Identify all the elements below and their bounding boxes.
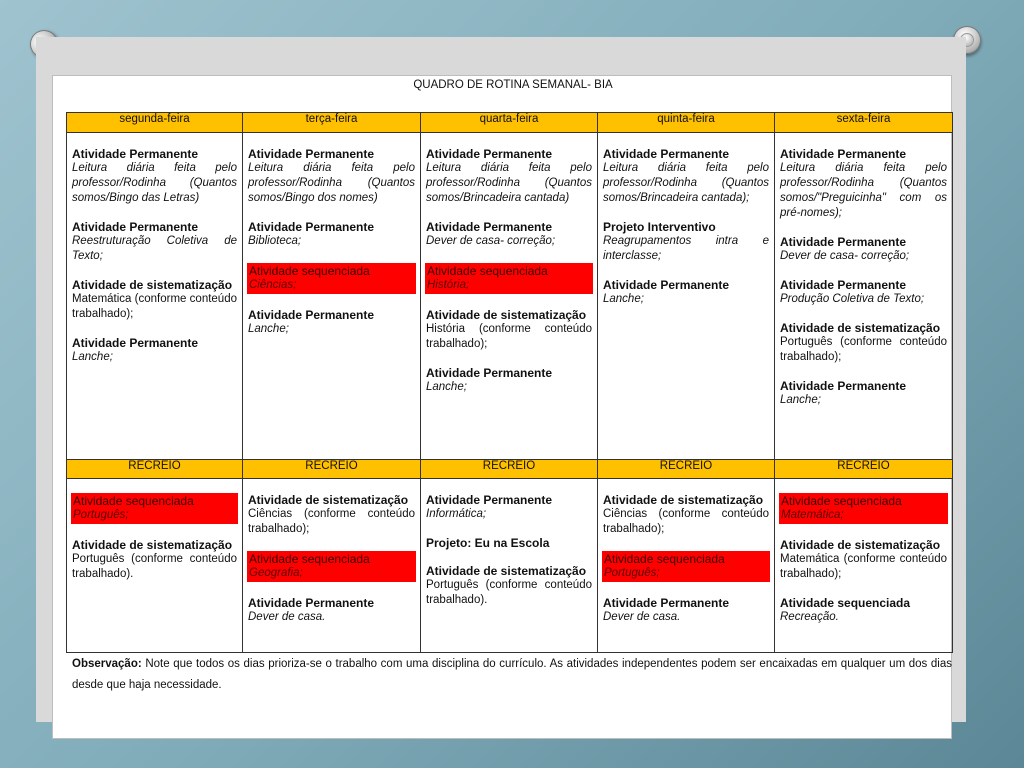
activity-heading: Atividade Permanente [248, 596, 375, 610]
activity-heading: Atividade de sistematização [603, 493, 764, 507]
activity-block [603, 596, 769, 625]
morning-cell [67, 133, 243, 460]
activity-description: Matemática; [781, 509, 844, 521]
activity-heading: Atividade sequenciada [73, 494, 194, 508]
activity-block [603, 278, 769, 307]
activity-description: Dever de casa. [248, 611, 326, 623]
activity-heading: Atividade sequenciada [604, 552, 725, 566]
activity-description: Lanche; [426, 381, 467, 393]
highlighted-activity [247, 551, 416, 582]
day-header: segunda-feira [67, 113, 243, 133]
break-cell: RECREIO [243, 460, 421, 479]
activity-description: Leitura diária feita pelo professor/Rodinha (Quantos somos/Brincadeira cantada) [426, 162, 592, 204]
activity-heading: Atividade Permanente [603, 278, 730, 292]
morning-cell [243, 133, 421, 460]
activity-heading: Atividade Permanente [603, 596, 730, 610]
activity-description: Português (conforme conteúdo trabalhado). [72, 553, 237, 580]
activity-description: Lanche; [72, 351, 113, 363]
weekly-routine-table [66, 112, 953, 653]
activity-heading: Atividade Permanente [426, 220, 553, 234]
afternoon-cell [243, 479, 421, 653]
activity-block [72, 538, 237, 582]
morning-cell [421, 133, 598, 460]
highlighted-activity [425, 263, 593, 294]
break-cell: RECREIO [421, 460, 598, 479]
morning-cell [775, 133, 953, 460]
afternoon-row [67, 479, 953, 653]
activity-heading: Atividade sequenciada [427, 264, 548, 278]
activity-heading: Atividade Permanente [780, 278, 907, 292]
document-title: QUADRO DE ROTINA SEMANAL- BIA [413, 79, 613, 91]
activity-heading: Atividade de sistematização [72, 278, 233, 292]
afternoon-cell [67, 479, 243, 653]
activity-description: Ciências (conforme conteúdo trabalhado); [603, 508, 769, 535]
afternoon-cell [421, 479, 598, 653]
activity-description: Dever de casa- correção; [780, 250, 910, 262]
activity-description: Leitura diária feita pelo professor/Rodinha (Quantos somos/Bingo das Letras) [72, 162, 237, 204]
activity-block [780, 235, 947, 264]
activity-heading: Atividade Permanente [426, 366, 553, 380]
activity-block [248, 147, 415, 206]
activity-heading: Atividade Permanente [72, 220, 199, 234]
activity-block [426, 493, 592, 522]
activity-description: Informática; [426, 508, 487, 520]
activity-description: Recreação. [780, 611, 839, 623]
activity-heading: Atividade Permanente [780, 147, 907, 161]
activity-heading: Atividade Permanente [780, 235, 907, 249]
activity-heading: Atividade Permanente [72, 336, 199, 350]
day-header: quarta-feira [421, 113, 598, 133]
highlighted-activity [602, 551, 770, 582]
activity-heading: Atividade de sistematização [780, 321, 941, 335]
break-cell: RECREIO [775, 460, 953, 479]
activity-description: Matemática (conforme conteúdo trabalhado); [780, 553, 947, 580]
observation-note [72, 654, 952, 696]
activity-heading: Atividade de sistematização [780, 538, 941, 552]
activity-description: Dever de casa. [603, 611, 681, 623]
activity-description: Lanche; [248, 323, 289, 335]
activity-description: Dever de casa- correção; [426, 235, 556, 247]
activity-heading: Atividade de sistematização [72, 538, 233, 552]
activity-block [780, 147, 947, 221]
activity-heading: Projeto Interventivo [603, 220, 716, 234]
break-cell: RECREIO [598, 460, 775, 479]
activity-heading: Atividade Permanente [248, 220, 375, 234]
activity-block [780, 379, 947, 408]
activity-description: História (conforme conteúdo trabalhado); [426, 323, 592, 350]
activity-heading: Projeto: Eu na Escola [426, 536, 550, 550]
activity-description: Português; [73, 509, 129, 521]
activity-heading: Atividade sequenciada [249, 264, 370, 278]
activity-description: Produção Coletiva de Texto; [780, 293, 925, 305]
activity-description: Leitura diária feita pelo professor/Rodinha (Quantos somos/Brincadeira cantada); [603, 162, 769, 204]
activity-heading: Atividade Permanente [248, 147, 375, 161]
activity-block [426, 220, 592, 249]
day-header: quinta-feira [598, 113, 775, 133]
activity-block [72, 220, 237, 264]
activity-block [426, 147, 592, 206]
activity-block [426, 564, 592, 608]
activity-block [72, 278, 237, 322]
activity-description: Lanche; [603, 293, 644, 305]
activity-block [780, 278, 947, 307]
activity-description: Reagrupamentos intra e interclasse; [603, 235, 769, 262]
activity-block [603, 220, 769, 264]
activity-block [780, 321, 947, 365]
activity-heading: Atividade Permanente [248, 308, 375, 322]
activity-description: Português (conforme conteúdo trabalhado); [780, 336, 947, 363]
activity-heading: Atividade Permanente [72, 147, 199, 161]
activity-description: Português; [604, 567, 660, 579]
activity-block [603, 493, 769, 537]
activity-heading: Atividade de sistematização [426, 564, 587, 578]
activity-description: História; [427, 279, 470, 291]
days-header-row [67, 113, 953, 133]
highlighted-activity [247, 263, 416, 294]
activity-description: Leitura diária feita pelo professor/Rodinha (Quantos somos/Bingo dos nomes) [248, 162, 415, 204]
highlighted-activity [71, 493, 238, 524]
activity-description: Reestruturação Coletiva de Texto; [72, 235, 237, 262]
activity-description: Português (conforme conteúdo trabalhado). [426, 579, 592, 606]
afternoon-cell [598, 479, 775, 653]
activity-heading: Atividade Permanente [603, 147, 730, 161]
activity-block [426, 536, 592, 550]
activity-description: Ciências; [249, 279, 297, 291]
activity-heading: Atividade de sistematização [426, 308, 587, 322]
morning-cell [598, 133, 775, 460]
day-header: sexta-feira [775, 113, 953, 133]
activity-block [248, 308, 415, 337]
activity-description: Ciências (conforme conteúdo trabalhado); [248, 508, 415, 535]
activity-description: Geografia; [249, 567, 303, 579]
activity-block [780, 596, 947, 625]
activity-heading: Atividade sequenciada [781, 494, 902, 508]
activity-heading: Atividade sequenciada [249, 552, 370, 566]
activity-heading: Atividade de sistematização [248, 493, 409, 507]
break-row [67, 460, 953, 479]
activity-description: Leitura diária feita pelo professor/Rodinha (Quantos somos/"Preguicinha" com os pré-nomes); [780, 162, 947, 219]
highlighted-activity [779, 493, 948, 524]
activity-description: Matemática (conforme conteúdo trabalhado); [72, 293, 237, 320]
activity-heading: Atividade Permanente [426, 147, 553, 161]
activity-block [780, 538, 947, 582]
activity-block [72, 336, 237, 365]
observation-text: Note que todos os dias prioriza-se o trabalho com uma disciplina do currículo. As atividades independentes podem ser encaixadas em qualquer um dos dias desde que haja necessidade. [72, 658, 953, 691]
activity-heading: Atividade Permanente [780, 379, 907, 393]
day-header: terça-feira [243, 113, 421, 133]
activity-heading: Atividade Permanente [426, 493, 553, 507]
activity-description: Lanche; [780, 394, 821, 406]
activity-block [248, 493, 415, 537]
activity-block [603, 147, 769, 206]
activity-block [248, 596, 415, 625]
activity-heading: Atividade sequenciada [780, 596, 911, 610]
activity-description: Biblioteca; [248, 235, 302, 247]
afternoon-cell [775, 479, 953, 653]
activity-block [426, 366, 592, 395]
observation-label: Observação: [72, 658, 142, 670]
activity-block [248, 220, 415, 249]
activity-block [72, 147, 237, 206]
activity-block [426, 308, 592, 352]
morning-row [67, 133, 953, 460]
break-cell: RECREIO [67, 460, 243, 479]
